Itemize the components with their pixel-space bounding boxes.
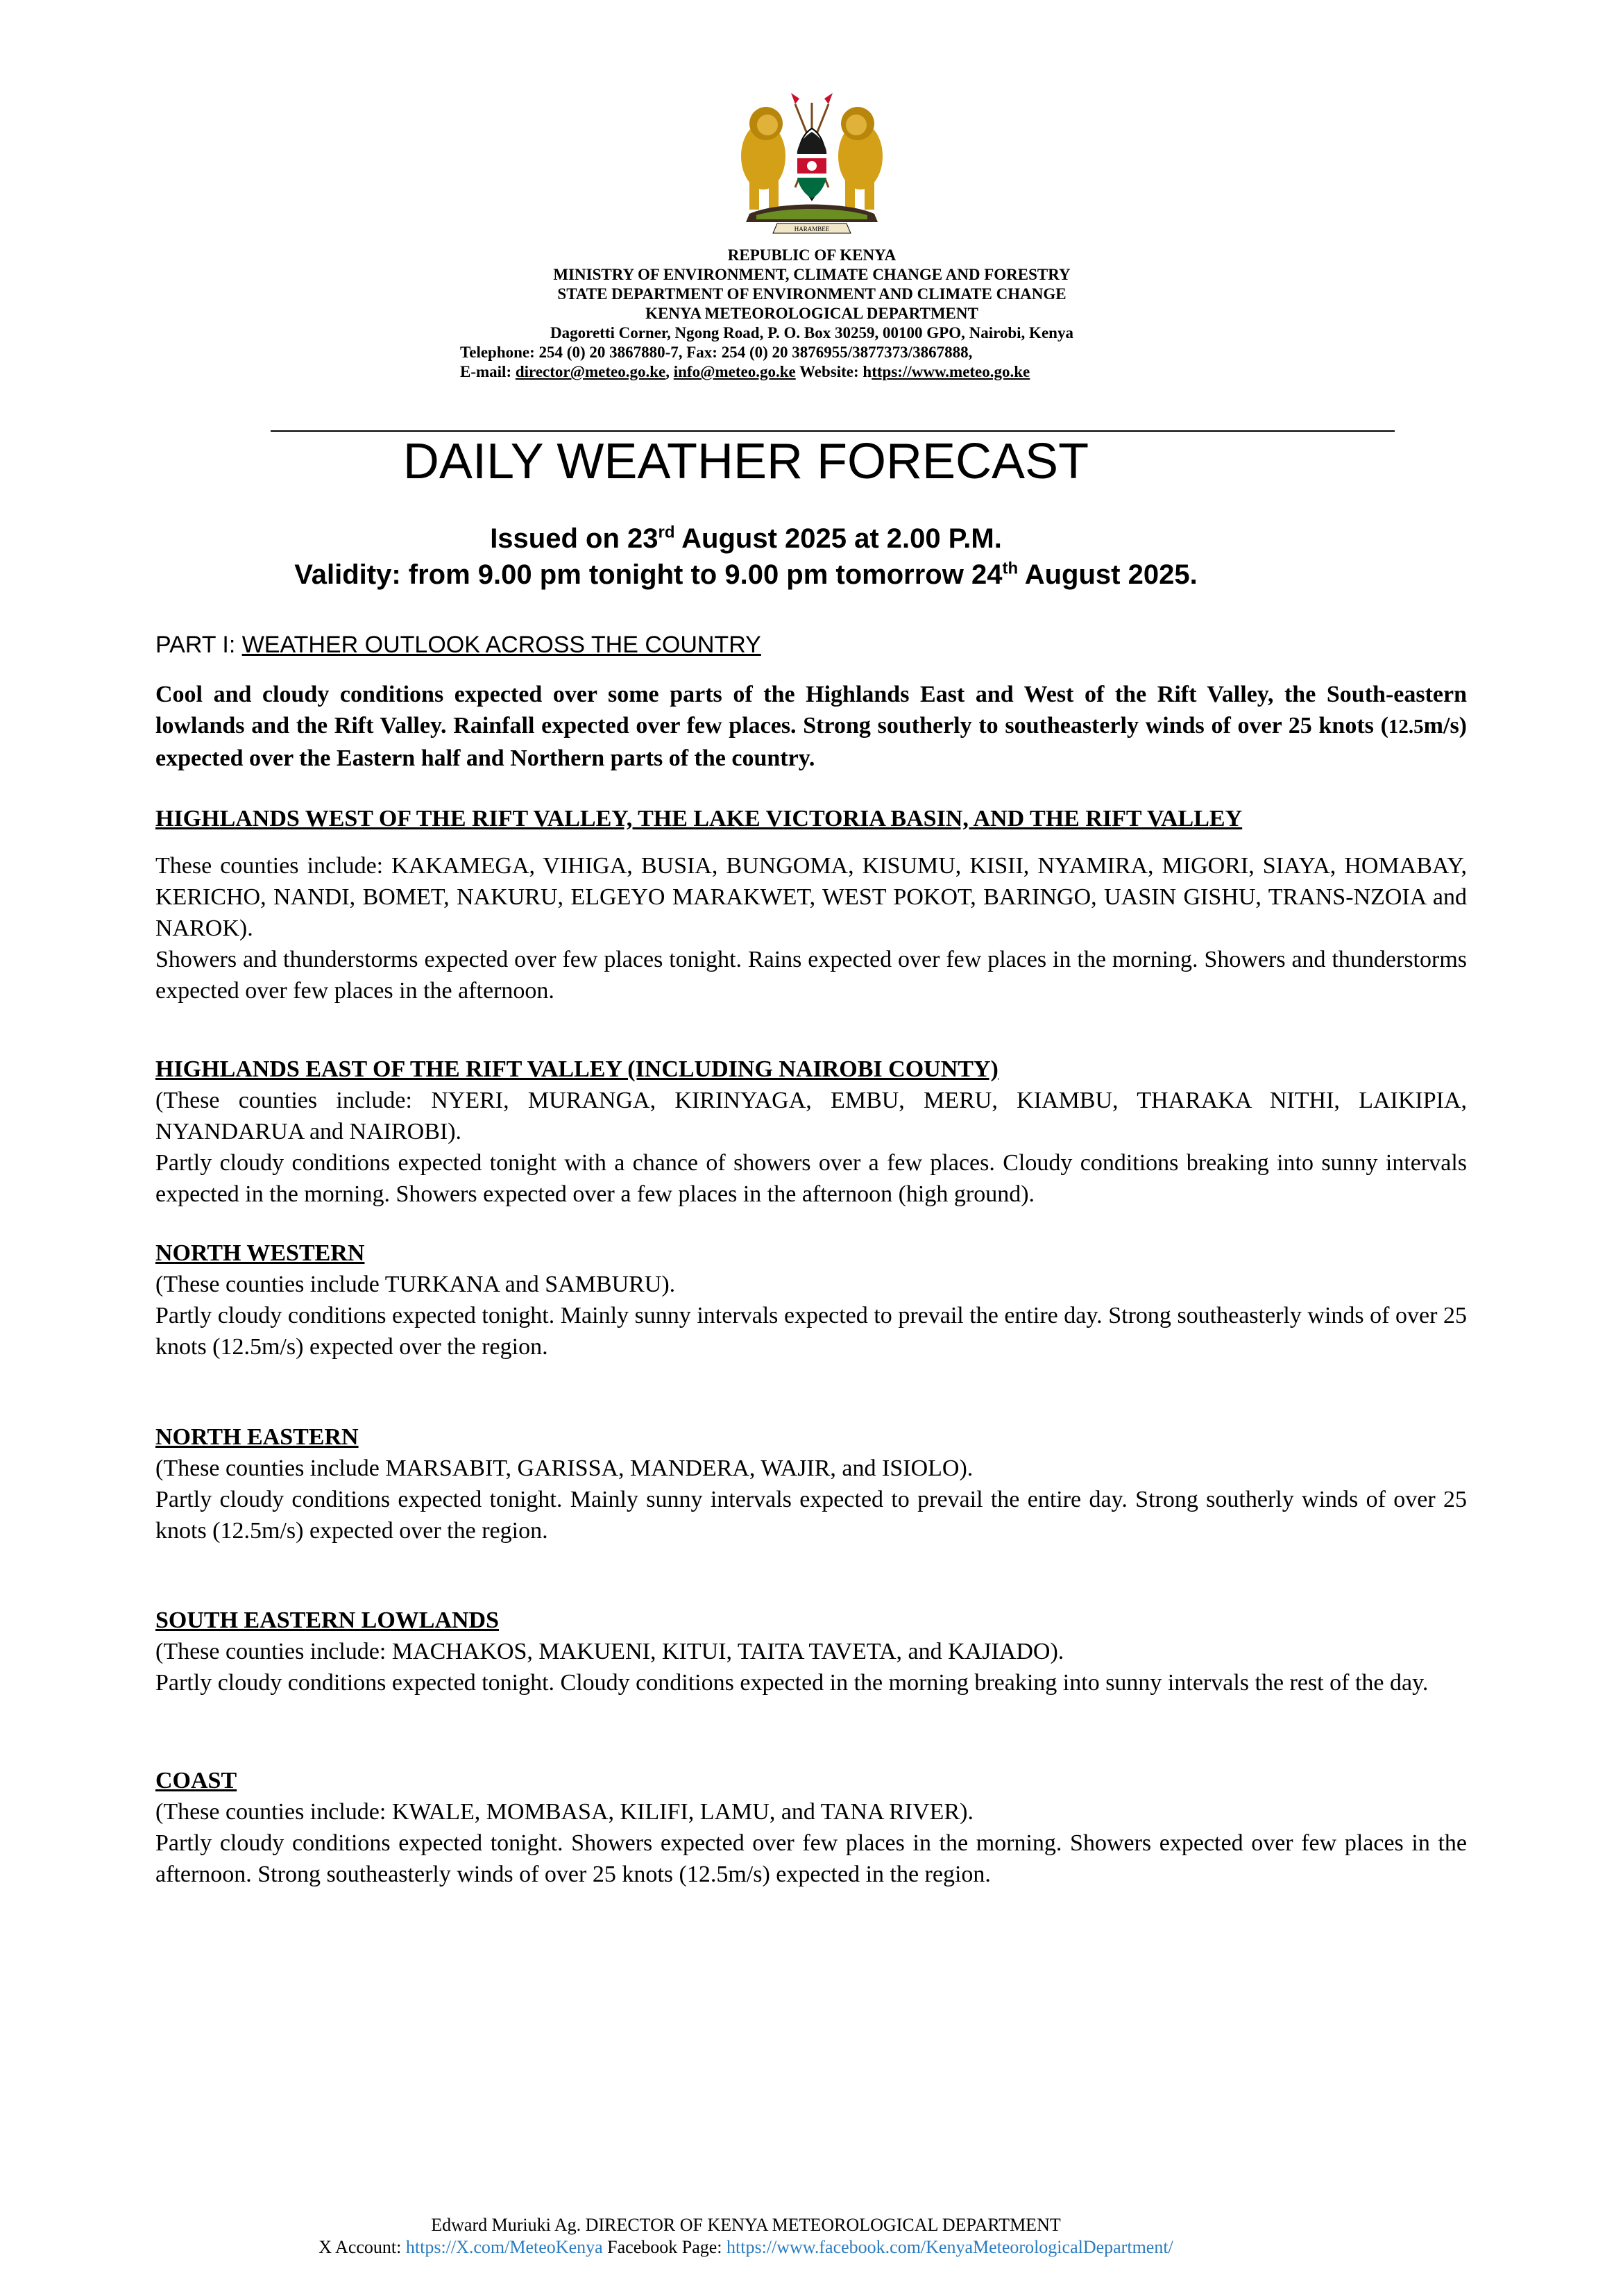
region-north-western (155, 1238, 1467, 1362)
director-email-link[interactable]: director@meteo.go.ke (515, 363, 666, 380)
letterhead-country: REPUBLIC OF KENYA (727, 246, 897, 264)
region-forecast: Partly cloudy conditions expected tonight. Mainly sunny intervals expected to prevail the entire day. Strong southeasterly winds of over 25 knots (12.5m/s) expected over the region. (155, 1303, 1467, 1360)
region-forecast: Partly cloudy conditions expected tonight. Cloudy conditions expected in the morning breaking into sunny intervals the rest of the day. (155, 1670, 1429, 1696)
issued-date (0, 521, 1492, 557)
document-title: DAILY WEATHER FORECAST (402, 434, 1089, 489)
validity-day-suffix: th (1002, 559, 1019, 578)
issued-day-suffix: rd (658, 523, 675, 542)
facebook-page-link[interactable]: https://www.facebook.com/KenyaMeteorologicalDepartment/ (726, 2237, 1173, 2257)
region-coast (155, 1765, 1467, 1890)
letterhead-department: KENYA METEOROLOGICAL DEPARTMENT (645, 305, 978, 322)
footer-social-links (0, 2236, 1492, 2259)
website-link[interactable]: ttps://www.meteo.go.ke (872, 363, 1030, 380)
region-counties: (These counties include TURKANA and SAMBURU). (155, 1272, 676, 1297)
motto-ribbon-text: HARAMBEE (794, 226, 830, 233)
email-separator: , (665, 363, 674, 380)
part-one-heading (155, 630, 761, 659)
region-highlands-west (155, 803, 1467, 1006)
validity-period (0, 557, 1492, 593)
region-heading: COAST (155, 1768, 237, 1793)
facebook-label: Facebook Page: (602, 2237, 726, 2257)
issue-details (0, 521, 1492, 593)
validity-prefix: Validity: from 9.00 pm tonight to 9.00 pm tomorrow 24 (294, 559, 1003, 590)
issued-prefix: Issued on 23 (490, 523, 658, 554)
region-counties: These counties include: KAKAMEGA, VIHIGA, BUSIA, BUNGOMA, KISUMU, KISII, NYAMIRA, MIGORI, SIAYA, HOMABAY, KERICHO, NANDI, BOMET, NAKURU, ELGEYO MARAKWET, WEST POKOT, BARINGO, UASIN GISHU, TRANS-NZOIA and NAROK). (155, 853, 1467, 941)
region-counties: (These counties include MARSABIT, GARISSA, MANDERA, WAJIR, and ISIOLO). (155, 1455, 974, 1481)
x-account-link[interactable]: https://X.com/MeteoKenya (405, 2237, 603, 2257)
kenya-coat-of-arms (729, 90, 895, 239)
region-forecast: Partly cloudy conditions expected tonight. Showers expected over few places in the morning. Showers expected over few places in the afternoon. Strong southeasterly winds of over 25 knots (12.5m/s) expected in the region. (155, 1830, 1467, 1887)
region-heading: HIGHLANDS WEST OF THE RIFT VALLEY, THE LAKE VICTORIA BASIN, AND THE RIFT VALLEY (155, 806, 1243, 832)
letterhead-email-line (389, 362, 1235, 382)
region-forecast: Partly cloudy conditions expected tonight. Mainly sunny intervals expected to prevail the entire day. Strong southerly winds of over 25 knots (12.5m/s) expected over the region. (155, 1487, 1467, 1544)
outlook-wind-speed: 12.5 (1388, 716, 1424, 738)
region-counties: (These counties include: KWALE, MOMBASA, KILIFI, LAMU, and TANA RIVER). (155, 1799, 974, 1825)
region-heading: SOUTH EASTERN LOWLANDS (155, 1607, 500, 1633)
website-label: Website: h (795, 363, 872, 380)
part-label: PART I: (155, 632, 242, 658)
region-heading: HIGHLANDS EAST OF THE RIFT VALLEY (INCLUDING NAIROBI COUNTY) (155, 1056, 999, 1082)
region-heading: NORTH EASTERN (155, 1424, 359, 1450)
letterhead-ministry: MINISTRY OF ENVIRONMENT, CLIMATE CHANGE AND FORESTRY (553, 266, 1071, 283)
letterhead-state-department: STATE DEPARTMENT OF ENVIRONMENT AND CLIMATE CHANGE (557, 285, 1067, 303)
email-label: E-mail: (460, 363, 516, 380)
region-south-eastern-lowlands (155, 1605, 1467, 1698)
letterhead-telephone: Telephone: 254 (0) 20 3867880-7, Fax: 254 (0) 20 3876955/3877373/3867888, (460, 344, 973, 361)
issued-rest: August 2025 at 2.00 P.M. (674, 523, 1002, 554)
part-title: WEATHER OUTLOOK ACROSS THE COUNTRY (241, 632, 761, 658)
letterhead-address: Dagoretti Corner, Ngong Road, P. O. Box 30259, 00100 GPO, Nairobi, Kenya (550, 324, 1073, 341)
x-account-label: X Account: (318, 2237, 406, 2257)
letterhead (389, 246, 1235, 382)
footer-signatory: Edward Muriuki Ag. DIRECTOR OF KENYA METEOROLOGICAL DEPARTMENT (431, 2215, 1061, 2235)
region-counties: (These counties include: MACHAKOS, MAKUENI, KITUI, TAITA TAVETA, and KAJIADO). (155, 1639, 1064, 1664)
region-north-eastern (155, 1421, 1467, 1546)
region-highlands-east (155, 1054, 1467, 1210)
region-forecast: Showers and thunderstorms expected over few places tonight. Rains expected over few places in the morning. Showers and thunderstorms expected over few places in the afternoon. (155, 947, 1467, 1004)
national-outlook (155, 679, 1467, 774)
coat-of-arms-emblem-icon (729, 90, 895, 239)
outlook-text-b: m/s) expected over the Eastern half and Northern parts of the country. (155, 713, 1467, 771)
region-forecast: Partly cloudy conditions expected tonight with a chance of showers over a few places. Cloudy conditions breaking into sunny intervals expected in the morning. Showers expected over a few places in the afternoon (high ground). (155, 1150, 1467, 1207)
document-footer (0, 2214, 1492, 2259)
info-email-link[interactable]: info@meteo.go.ke (673, 363, 796, 380)
outlook-text-a: Cool and cloudy conditions expected over some parts of the Highlands East and West of the Rift Valley, the South-eastern lowlands and the Rift Valley. Rainfall expected over few places. Strong southerly to southeasterly winds of over 25 knots ( (155, 682, 1467, 738)
region-heading: NORTH WESTERN (155, 1240, 365, 1266)
validity-rest: August 2025. (1018, 559, 1198, 590)
region-counties: (These counties include: NYERI, MURANGA, KIRINYAGA, EMBU, MERU, KIAMBU, THARAKA NITHI, LAIKIPIA, NYANDARUA and NAIROBI). (155, 1088, 1467, 1145)
